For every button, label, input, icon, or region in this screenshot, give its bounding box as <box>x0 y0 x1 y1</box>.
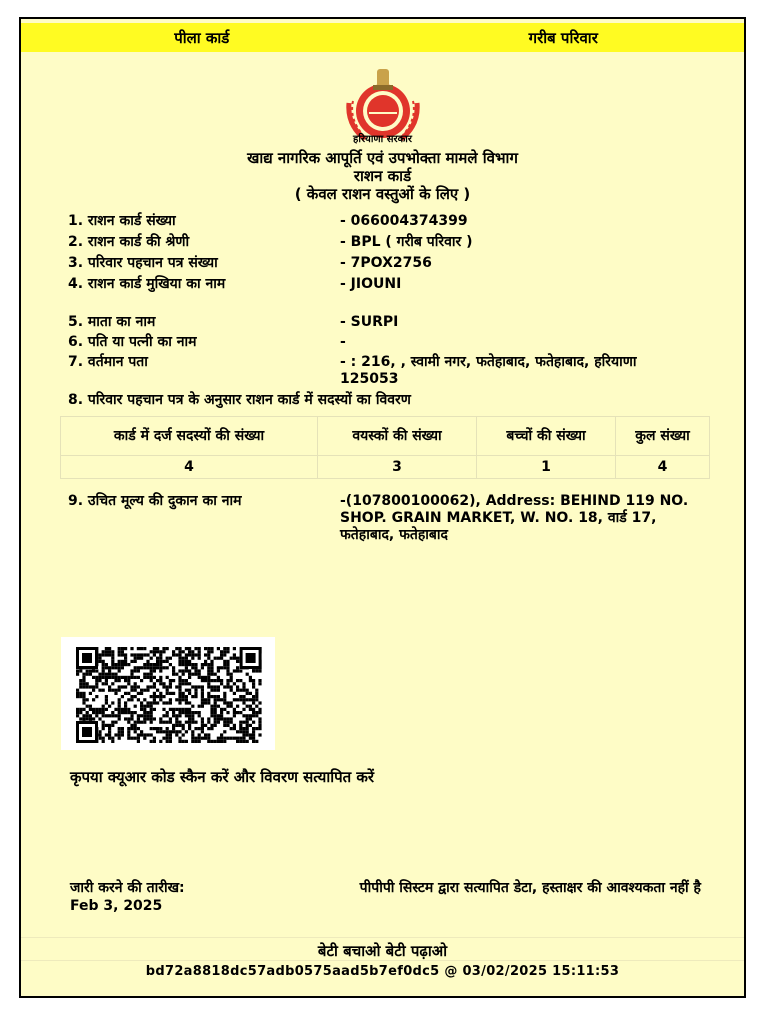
field-value: - SURPI <box>340 314 399 330</box>
members-table <box>60 416 710 479</box>
table-cell: 1 <box>477 456 616 479</box>
card-color-label: पीला कार्ड <box>174 28 230 47</box>
document-subtitle: ( केवल राशन वस्तुओं के लिए ) <box>294 185 471 203</box>
qr-code-icon <box>61 637 275 750</box>
table-header-cell: बच्चों की संख्या <box>477 417 616 456</box>
field-value: - JIOUNI <box>340 276 402 292</box>
document-title: राशन कार्ड <box>353 167 412 185</box>
qr-instruction: कृपया क्यूआर कोड स्कैन करें और विवरण सत्यापित करें <box>70 768 375 786</box>
header-bar <box>21 23 744 52</box>
field-label: 4. राशन कार्ड मुखिया का नाम <box>68 276 226 292</box>
field-value: - <box>340 334 346 350</box>
divider <box>21 937 744 938</box>
field-value: - 7POX2756 <box>340 255 432 271</box>
field-value: - BPL ( गरीब परिवार ) <box>340 234 473 250</box>
members-section-title: 8. परिवार पहचान पत्र के अनुसार राशन कार्ड में सदस्यों का विवरण <box>68 392 411 408</box>
field-value: - 066004374399 <box>340 213 468 229</box>
card-category-label: गरीब परिवार <box>528 28 598 47</box>
table-header-row <box>61 417 710 456</box>
verification-note: पीपीपी सिस्टम द्वारा सत्यापित डेटा, हस्ताक्षर की आवश्यकता नहीं है <box>359 880 701 896</box>
department-heading <box>21 149 744 203</box>
issue-date-label: जारी करने की तारीख: <box>70 880 185 896</box>
field-label: 1. राशन कार्ड संख्या <box>68 213 176 229</box>
table-header-cell: कुल संख्या <box>616 417 710 456</box>
table-header-cell: कार्ड में दर्ज सदस्यों की संख्या <box>61 417 318 456</box>
field-value: -(107800100062), Address: BEHIND 119 NO. SHOP. GRAIN MARKET, W. NO. 18, वार्ड 17, फतेहाबाद, फतेहाबाद <box>340 493 689 543</box>
field-label: 7. वर्तमान पता <box>68 354 148 370</box>
department-name: खाद्य नागरिक आपूर्ति एवं उपभोक्ता मामले विभाग <box>247 149 518 167</box>
issue-date-value: Feb 3, 2025 <box>70 898 163 914</box>
table-cell: 4 <box>61 456 318 479</box>
table-row <box>61 456 710 479</box>
table-header-cell: वयस्कों की संख्या <box>318 417 477 456</box>
table-cell: 3 <box>318 456 477 479</box>
hash-stamp: bd72a8818dc57adb0575aad5b7ef0dc5 @ 03/02/2025 15:11:53 <box>145 964 620 979</box>
field-value: - : 216, , स्वामी नगर, फतेहाबाद, फतेहाबाद, हरियाणा 125053 <box>340 354 637 387</box>
field-label: 5. माता का नाम <box>68 314 156 330</box>
government-name: हरियाणा सरकार <box>353 134 412 145</box>
divider <box>21 960 744 961</box>
table-cell: 4 <box>616 456 710 479</box>
ration-card <box>19 17 746 998</box>
issue-date-block <box>70 879 185 915</box>
field-label: 6. पति या पत्नी का नाम <box>68 334 197 350</box>
slogan: बेटी बचाओ बेटी पढ़ाओ <box>317 942 448 960</box>
field-label: 2. राशन कार्ड की श्रेणी <box>68 234 190 250</box>
field-label: 9. उचित मूल्य की दुकान का नाम <box>68 493 242 509</box>
qr-code[interactable] <box>61 637 275 750</box>
field-label: 3. परिवार पहचान पत्र संख्या <box>68 255 218 271</box>
